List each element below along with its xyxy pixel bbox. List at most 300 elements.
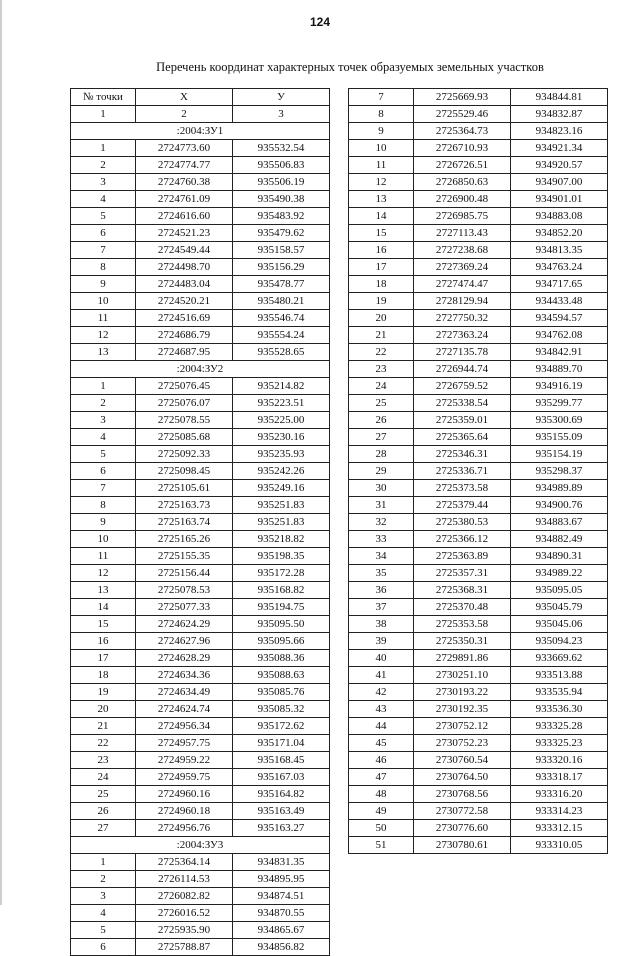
y-coordinate-cell: 934831.35 (233, 854, 330, 871)
point-number-cell: 41 (349, 667, 414, 684)
point-number-cell: 9 (71, 514, 136, 531)
y-coordinate-cell: 935088.36 (233, 650, 330, 667)
y-coordinate-cell: 934852.20 (511, 225, 608, 242)
table-row (349, 667, 608, 684)
point-number-cell: 2 (71, 157, 136, 174)
table-row (71, 548, 330, 565)
y-coordinate-cell: 933669.62 (511, 650, 608, 667)
point-number-cell: 25 (349, 395, 414, 412)
point-number-cell: 13 (71, 582, 136, 599)
y-coordinate-cell: 934594.57 (511, 310, 608, 327)
table-row (71, 157, 330, 174)
x-coordinate-cell: 2726850.63 (414, 174, 511, 191)
x-coordinate-cell: 2724960.18 (136, 803, 233, 820)
table-row (349, 276, 608, 293)
x-coordinate-cell: 2725366.12 (414, 531, 511, 548)
y-coordinate-cell: 934916.19 (511, 378, 608, 395)
y-coordinate-cell: 933535.94 (511, 684, 608, 701)
x-coordinate-cell: 2724773.60 (136, 140, 233, 157)
y-coordinate-cell: 934882.49 (511, 531, 608, 548)
table-row (349, 157, 608, 174)
y-coordinate-cell: 935298.37 (511, 463, 608, 480)
table-row (71, 310, 330, 327)
x-coordinate-cell: 2727135.78 (414, 344, 511, 361)
y-coordinate-cell: 934989.22 (511, 565, 608, 582)
x-coordinate-cell: 2730192.35 (414, 701, 511, 718)
y-coordinate-cell: 935249.16 (233, 480, 330, 497)
point-number-cell: 11 (71, 310, 136, 327)
x-coordinate-cell: 2724686.79 (136, 327, 233, 344)
x-coordinate-cell: 2724959.22 (136, 752, 233, 769)
y-coordinate-cell: 933325.23 (511, 735, 608, 752)
header-point-number: № точки (71, 89, 136, 106)
x-coordinate-cell: 2725338.54 (414, 395, 511, 412)
table-row (71, 633, 330, 650)
point-number-cell: 48 (349, 786, 414, 803)
point-number-cell: 45 (349, 735, 414, 752)
y-coordinate-cell: 935168.82 (233, 582, 330, 599)
point-number-cell: 3 (71, 888, 136, 905)
column-numbers-row (71, 106, 330, 123)
table-row (71, 701, 330, 718)
table-row (349, 106, 608, 123)
x-coordinate-cell: 2730772.58 (414, 803, 511, 820)
point-number-cell: 27 (71, 820, 136, 837)
table-row (71, 718, 330, 735)
table-row (71, 480, 330, 497)
table-row (71, 939, 330, 956)
column-number: 1 (71, 106, 136, 123)
point-number-cell: 3 (71, 412, 136, 429)
table-row (349, 208, 608, 225)
y-coordinate-cell: 935528.65 (233, 344, 330, 361)
point-number-cell: 22 (71, 735, 136, 752)
x-coordinate-cell: 2730780.61 (414, 837, 511, 854)
point-number-cell: 33 (349, 531, 414, 548)
table-row (349, 429, 608, 446)
table-row (71, 531, 330, 548)
table-row (349, 752, 608, 769)
x-coordinate-cell: 2725350.31 (414, 633, 511, 650)
x-coordinate-cell: 2725076.07 (136, 395, 233, 412)
x-coordinate-cell: 2724634.49 (136, 684, 233, 701)
point-number-cell: 13 (71, 344, 136, 361)
table-row (71, 395, 330, 412)
y-coordinate-cell: 935506.83 (233, 157, 330, 174)
table-row (349, 191, 608, 208)
header-x: X (136, 89, 233, 106)
point-number-cell: 38 (349, 616, 414, 633)
table-row (71, 820, 330, 837)
point-number-cell: 24 (349, 378, 414, 395)
x-coordinate-cell: 2726710.93 (414, 140, 511, 157)
x-coordinate-cell: 2725078.53 (136, 582, 233, 599)
y-coordinate-cell: 935554.24 (233, 327, 330, 344)
point-number-cell: 42 (349, 684, 414, 701)
table-row (71, 412, 330, 429)
table-header-row (71, 89, 330, 106)
point-number-cell: 10 (71, 531, 136, 548)
table-row (349, 599, 608, 616)
table-row (71, 497, 330, 514)
table-row (71, 327, 330, 344)
table-row (349, 395, 608, 412)
x-coordinate-cell: 2726900.48 (414, 191, 511, 208)
y-coordinate-cell: 934907.00 (511, 174, 608, 191)
y-coordinate-cell: 935156.29 (233, 259, 330, 276)
y-coordinate-cell: 934883.08 (511, 208, 608, 225)
y-coordinate-cell: 935045.06 (511, 616, 608, 633)
x-coordinate-cell: 2724516.69 (136, 310, 233, 327)
point-number-cell: 2 (71, 395, 136, 412)
table-row (349, 259, 608, 276)
point-number-cell: 11 (349, 157, 414, 174)
table-row (71, 905, 330, 922)
point-number-cell: 5 (71, 208, 136, 225)
table-row (349, 633, 608, 650)
point-number-cell: 28 (349, 446, 414, 463)
point-number-cell: 8 (71, 497, 136, 514)
y-coordinate-cell: 935223.51 (233, 395, 330, 412)
x-coordinate-cell: 2725163.73 (136, 497, 233, 514)
point-number-cell: 16 (71, 633, 136, 650)
table-row (349, 463, 608, 480)
table-row (71, 565, 330, 582)
x-coordinate-cell: 2725155.35 (136, 548, 233, 565)
table-row (349, 327, 608, 344)
x-coordinate-cell: 2725669.93 (414, 89, 511, 106)
table-row (349, 514, 608, 531)
y-coordinate-cell: 935479.62 (233, 225, 330, 242)
x-coordinate-cell: 2726016.52 (136, 905, 233, 922)
table-row (71, 446, 330, 463)
x-coordinate-cell: 2724627.96 (136, 633, 233, 650)
x-coordinate-cell: 2727363.24 (414, 327, 511, 344)
y-coordinate-cell: 933536.30 (511, 701, 608, 718)
y-coordinate-cell: 934921.34 (511, 140, 608, 157)
x-coordinate-cell: 2724956.76 (136, 820, 233, 837)
table-row (349, 378, 608, 395)
y-coordinate-cell: 935094.23 (511, 633, 608, 650)
point-number-cell: 9 (71, 276, 136, 293)
table-row (349, 89, 608, 106)
x-coordinate-cell: 2725085.68 (136, 429, 233, 446)
y-coordinate-cell: 934895.95 (233, 871, 330, 888)
table-row (349, 531, 608, 548)
table-row (71, 242, 330, 259)
point-number-cell: 10 (71, 293, 136, 310)
table-row (349, 837, 608, 854)
x-coordinate-cell: 2725076.45 (136, 378, 233, 395)
point-number-cell: 14 (349, 208, 414, 225)
y-coordinate-cell: 934842.91 (511, 344, 608, 361)
x-coordinate-cell: 2724774.77 (136, 157, 233, 174)
x-coordinate-cell: 2725935.90 (136, 922, 233, 939)
point-number-cell: 1 (71, 378, 136, 395)
y-coordinate-cell: 935045.79 (511, 599, 608, 616)
table-row (349, 650, 608, 667)
x-coordinate-cell: 2725359.01 (414, 412, 511, 429)
column-number: 2 (136, 106, 233, 123)
x-coordinate-cell: 2725165.26 (136, 531, 233, 548)
table-row (349, 701, 608, 718)
y-coordinate-cell: 933310.05 (511, 837, 608, 854)
x-coordinate-cell: 2724549.44 (136, 242, 233, 259)
point-number-cell: 4 (71, 191, 136, 208)
table-row (71, 463, 330, 480)
y-coordinate-cell: 935194.75 (233, 599, 330, 616)
table-row (71, 650, 330, 667)
point-number-cell: 40 (349, 650, 414, 667)
y-coordinate-cell: 935095.66 (233, 633, 330, 650)
table-row (71, 174, 330, 191)
y-coordinate-cell: 935506.19 (233, 174, 330, 191)
y-coordinate-cell: 935155.09 (511, 429, 608, 446)
point-number-cell: 19 (349, 293, 414, 310)
table-row (349, 123, 608, 140)
table-row (71, 735, 330, 752)
x-coordinate-cell: 2724628.29 (136, 650, 233, 667)
x-coordinate-cell: 2725379.44 (414, 497, 511, 514)
table-row (349, 242, 608, 259)
point-number-cell: 44 (349, 718, 414, 735)
y-coordinate-cell: 935490.38 (233, 191, 330, 208)
x-coordinate-cell: 2730776.60 (414, 820, 511, 837)
y-coordinate-cell: 935172.62 (233, 718, 330, 735)
x-coordinate-cell: 2725364.14 (136, 854, 233, 871)
y-coordinate-cell: 934813.35 (511, 242, 608, 259)
x-coordinate-cell: 2725353.58 (414, 616, 511, 633)
table-row (349, 684, 608, 701)
y-coordinate-cell: 934823.16 (511, 123, 608, 140)
point-number-cell: 27 (349, 429, 414, 446)
table-row (349, 565, 608, 582)
point-number-cell: 5 (71, 922, 136, 939)
table-row (71, 259, 330, 276)
x-coordinate-cell: 2730752.12 (414, 718, 511, 735)
x-coordinate-cell: 2725357.31 (414, 565, 511, 582)
x-coordinate-cell: 2724761.09 (136, 191, 233, 208)
table-row (71, 140, 330, 157)
table-row (71, 378, 330, 395)
table-row (349, 616, 608, 633)
point-number-cell: 21 (349, 327, 414, 344)
y-coordinate-cell: 935300.69 (511, 412, 608, 429)
table-row (71, 514, 330, 531)
point-number-cell: 3 (71, 174, 136, 191)
point-number-cell: 19 (71, 684, 136, 701)
point-number-cell: 51 (349, 837, 414, 854)
y-coordinate-cell: 935214.82 (233, 378, 330, 395)
point-number-cell: 15 (349, 225, 414, 242)
point-number-cell: 50 (349, 820, 414, 837)
x-coordinate-cell: 2726759.52 (414, 378, 511, 395)
point-number-cell: 18 (349, 276, 414, 293)
point-number-cell: 5 (71, 446, 136, 463)
table-row (71, 276, 330, 293)
table-row (349, 140, 608, 157)
x-coordinate-cell: 2725370.48 (414, 599, 511, 616)
y-coordinate-cell: 934763.24 (511, 259, 608, 276)
table-row (349, 293, 608, 310)
x-coordinate-cell: 2725788.87 (136, 939, 233, 956)
y-coordinate-cell: 935546.74 (233, 310, 330, 327)
table-row (71, 854, 330, 871)
point-number-cell: 26 (349, 412, 414, 429)
point-number-cell: 12 (71, 327, 136, 344)
y-coordinate-cell: 935163.27 (233, 820, 330, 837)
table-row (349, 480, 608, 497)
x-coordinate-cell: 2726944.74 (414, 361, 511, 378)
table-row (349, 225, 608, 242)
point-number-cell: 32 (349, 514, 414, 531)
point-number-cell: 9 (349, 123, 414, 140)
table-row (71, 616, 330, 633)
y-coordinate-cell: 935163.49 (233, 803, 330, 820)
x-coordinate-cell: 2725077.33 (136, 599, 233, 616)
point-number-cell: 49 (349, 803, 414, 820)
table-row (349, 820, 608, 837)
y-coordinate-cell: 934889.70 (511, 361, 608, 378)
y-coordinate-cell: 934890.31 (511, 548, 608, 565)
x-coordinate-cell: 2725156.44 (136, 565, 233, 582)
land-plot-identifier: :2004:ЗУ3 (71, 837, 330, 854)
column-number: 3 (233, 106, 330, 123)
point-number-cell: 21 (71, 718, 136, 735)
x-coordinate-cell: 2724960.16 (136, 786, 233, 803)
table-row (71, 786, 330, 803)
x-coordinate-cell: 2725365.64 (414, 429, 511, 446)
y-coordinate-cell: 935085.32 (233, 701, 330, 718)
y-coordinate-cell: 934717.65 (511, 276, 608, 293)
point-number-cell: 43 (349, 701, 414, 718)
table-row (71, 599, 330, 616)
x-coordinate-cell: 2728129.94 (414, 293, 511, 310)
y-coordinate-cell: 933320.16 (511, 752, 608, 769)
y-coordinate-cell: 933513.88 (511, 667, 608, 684)
point-number-cell: 6 (71, 463, 136, 480)
y-coordinate-cell: 935158.57 (233, 242, 330, 259)
x-coordinate-cell: 2725092.33 (136, 446, 233, 463)
x-coordinate-cell: 2725364.73 (414, 123, 511, 140)
x-coordinate-cell: 2724687.95 (136, 344, 233, 361)
document-title: Перечень координат характерных точек образуемых земельных участков (156, 60, 544, 74)
x-coordinate-cell: 2725336.71 (414, 463, 511, 480)
section-header-row (71, 123, 330, 140)
x-coordinate-cell: 2730764.50 (414, 769, 511, 786)
x-coordinate-cell: 2726726.51 (414, 157, 511, 174)
x-coordinate-cell: 2729891.86 (414, 650, 511, 667)
y-coordinate-cell: 935480.21 (233, 293, 330, 310)
x-coordinate-cell: 2724498.70 (136, 259, 233, 276)
y-coordinate-cell: 934762.08 (511, 327, 608, 344)
y-coordinate-cell: 935483.92 (233, 208, 330, 225)
point-number-cell: 6 (71, 225, 136, 242)
table-row (71, 225, 330, 242)
x-coordinate-cell: 2730752.23 (414, 735, 511, 752)
table-row (349, 310, 608, 327)
point-number-cell: 7 (349, 89, 414, 106)
section-header-row (71, 837, 330, 854)
y-coordinate-cell: 935251.83 (233, 514, 330, 531)
y-coordinate-cell: 935172.28 (233, 565, 330, 582)
y-coordinate-cell: 935095.50 (233, 616, 330, 633)
point-number-cell: 20 (71, 701, 136, 718)
x-coordinate-cell: 2725105.61 (136, 480, 233, 497)
x-coordinate-cell: 2724634.36 (136, 667, 233, 684)
x-coordinate-cell: 2725078.55 (136, 412, 233, 429)
table-row (349, 174, 608, 191)
y-coordinate-cell: 933318.17 (511, 769, 608, 786)
x-coordinate-cell: 2724959.75 (136, 769, 233, 786)
land-plot-identifier: :2004:ЗУ2 (71, 361, 330, 378)
y-coordinate-cell: 934844.81 (511, 89, 608, 106)
x-coordinate-cell: 2727238.68 (414, 242, 511, 259)
x-coordinate-cell: 2727369.24 (414, 259, 511, 276)
y-coordinate-cell: 935235.93 (233, 446, 330, 463)
point-number-cell: 18 (71, 667, 136, 684)
x-coordinate-cell: 2727474.47 (414, 276, 511, 293)
point-number-cell: 46 (349, 752, 414, 769)
point-number-cell: 13 (349, 191, 414, 208)
x-coordinate-cell: 2724624.29 (136, 616, 233, 633)
table-row (71, 922, 330, 939)
x-coordinate-cell: 2730768.56 (414, 786, 511, 803)
header-y: У (233, 89, 330, 106)
coordinates-table-left (70, 88, 330, 956)
table-row (71, 344, 330, 361)
point-number-cell: 22 (349, 344, 414, 361)
point-number-cell: 29 (349, 463, 414, 480)
y-coordinate-cell: 934920.57 (511, 157, 608, 174)
x-coordinate-cell: 2727113.43 (414, 225, 511, 242)
point-number-cell: 37 (349, 599, 414, 616)
table-row (349, 735, 608, 752)
y-coordinate-cell: 934989.89 (511, 480, 608, 497)
y-coordinate-cell: 935218.82 (233, 531, 330, 548)
point-number-cell: 1 (71, 854, 136, 871)
table-row (71, 429, 330, 446)
point-number-cell: 1 (71, 140, 136, 157)
y-coordinate-cell: 935242.26 (233, 463, 330, 480)
y-coordinate-cell: 935154.19 (511, 446, 608, 463)
y-coordinate-cell: 935167.03 (233, 769, 330, 786)
table-row (71, 293, 330, 310)
table-row (349, 361, 608, 378)
point-number-cell: 23 (71, 752, 136, 769)
table-row (71, 888, 330, 905)
y-coordinate-cell: 935299.77 (511, 395, 608, 412)
point-number-cell: 8 (349, 106, 414, 123)
scan-edge-line (0, 0, 2, 905)
x-coordinate-cell: 2724483.04 (136, 276, 233, 293)
point-number-cell: 35 (349, 565, 414, 582)
point-number-cell: 47 (349, 769, 414, 786)
y-coordinate-cell: 934870.55 (233, 905, 330, 922)
x-coordinate-cell: 2726082.82 (136, 888, 233, 905)
y-coordinate-cell: 935164.82 (233, 786, 330, 803)
table-row (349, 446, 608, 463)
y-coordinate-cell: 935230.16 (233, 429, 330, 446)
table-row (71, 803, 330, 820)
x-coordinate-cell: 2724520.21 (136, 293, 233, 310)
y-coordinate-cell: 935198.35 (233, 548, 330, 565)
point-number-cell: 34 (349, 548, 414, 565)
point-number-cell: 7 (71, 242, 136, 259)
y-coordinate-cell: 934883.67 (511, 514, 608, 531)
point-number-cell: 8 (71, 259, 136, 276)
y-coordinate-cell: 934901.01 (511, 191, 608, 208)
